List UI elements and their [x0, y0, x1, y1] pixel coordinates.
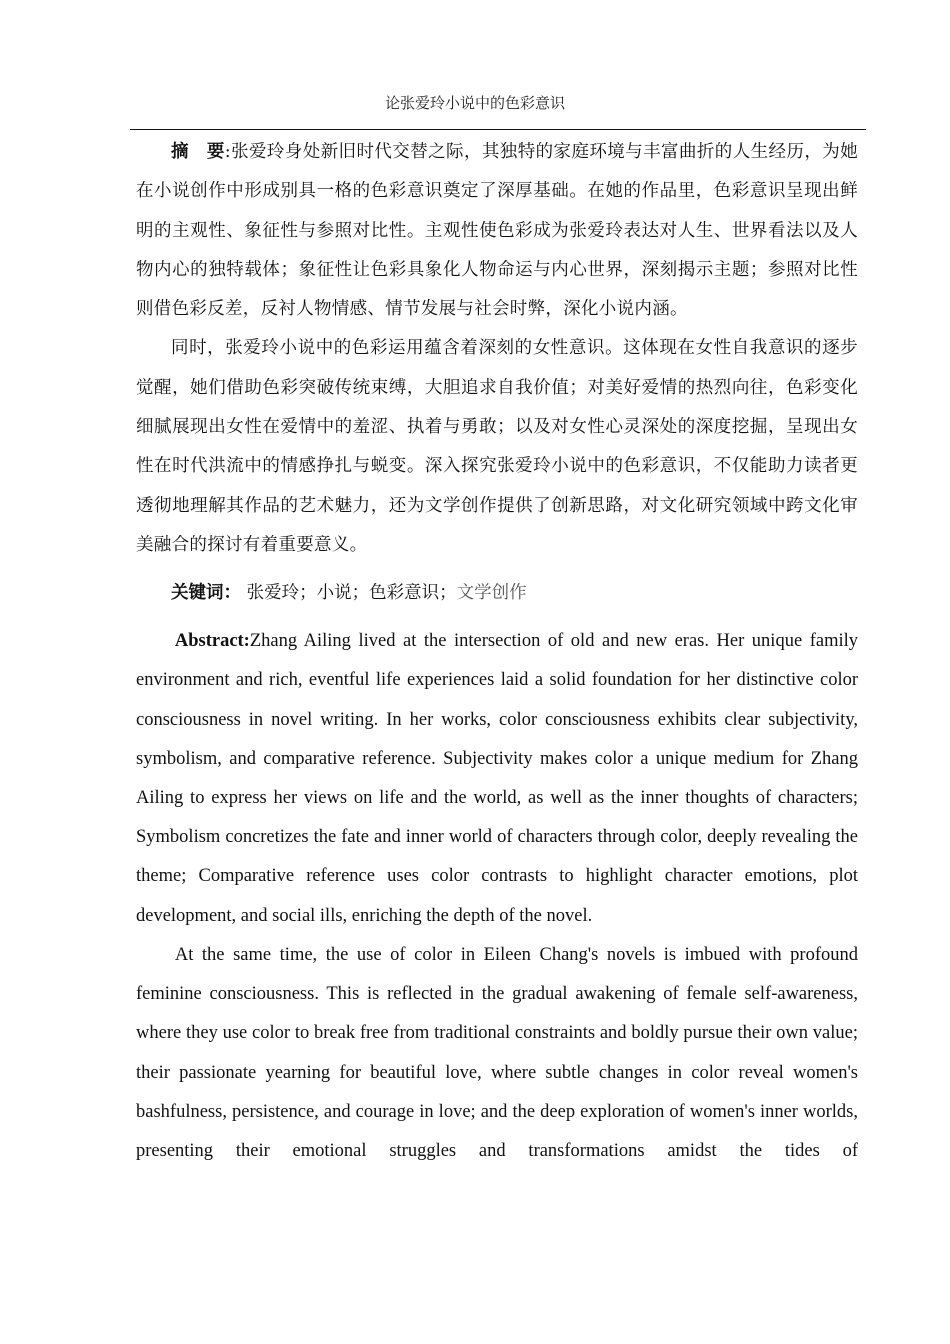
keyword-item: 张爱玲； [246, 583, 317, 604]
cn-abstract-text-1: 张爱玲身处新旧时代交替之际，其独特的家庭环境与丰富曲折的人生经历，为她在小说创作中形成别具一格的色彩意识奠定了深厚基础。在她的作品里，色彩意识呈现出鲜明的主观性、象征性与参照对比性。主观性使色彩成为张爱玲表达对人生、世界看法以及人物内心的独特载体；象征性让色彩具象化人物命运与内心世界，深刻揭示主题；参照对比性则借色彩反差，反衬人物情感、情节发展与社会时弊，深化小说内涵。 [136, 142, 858, 320]
cn-keywords [136, 579, 858, 607]
cn-abstract-text-2: 同时，张爱玲小说中的色彩运用蕴含着深刻的女性意识。这体现在女性自我意识的逐步觉醒，她们借助色彩突破传统束缚，大胆追求自我价值；对美好爱情的热烈向往，色彩变化细腻展现出女性在爱情中的羞涩、执着与勇敢；以及对女性心灵深处的深度挖掘，呈现出女性在时代洪流中的情感挣扎与蜕变。深入探究张爱玲小说中的色彩意识，不仅能助力读者更透彻地理解其作品的艺术魅力，还为文学创作提供了创新思路，对文化研究领域中跨文化审美融合的探讨有着重要意义。 [136, 338, 858, 555]
cn-abstract-separator: : [224, 142, 231, 162]
cn-abstract-paragraph-1 [136, 133, 858, 329]
en-abstract-text-1: Zhang Ailing lived at the intersection of old and new eras. Her unique family environment and rich, eventful life experiences laid a solid foundation for her distinctive color consciousness in novel writing. In her works, color consciousness exhibits clear subjectivity, symbolism, and comparative reference. Subjectivity makes color a unique medium for Zhang Ailing to express her views on life and the world, as well as the inner thoughts of characters; Symbolism concretizes the fate and inner world of characters through color, deeply revealing the theme; Comparative reference uses color contrasts to highlight character emotions, plot development, and social ills, enriching the depth of the novel. [136, 631, 858, 926]
keyword-item: 色彩意识； [369, 583, 457, 604]
cn-abstract-paragraph-2 [136, 329, 858, 565]
en-abstract [136, 622, 858, 1172]
cn-abstract-label: 摘 要 [171, 142, 225, 162]
en-abstract-text-2: At the same time, the use of color in Eileen Chang's novels is imbued with profound feminine consciousness. This is reflected in the gradual awakening of female self-awareness, where they use color to break free from traditional constraints and boldly pursue their own value; their passionate yearning for beautiful love, where subtle changes in color reveal women's bashfulness, persistence, and courage in love; and the deep exploration of women's inner worlds, presenting their emotional struggles and transformations amidst the tides of [136, 944, 858, 1161]
keyword-item: 文学创作 [456, 583, 527, 604]
header-divider [130, 129, 866, 130]
keyword-item: 小说； [316, 583, 370, 604]
page-header-title: 论张爱玲小说中的色彩意识 [384, 94, 565, 112]
document-body [136, 133, 858, 1172]
en-abstract-paragraph-2 [136, 936, 858, 1172]
en-abstract-label: Abstract: [174, 631, 250, 652]
cn-keywords-label: 关键词： [171, 583, 241, 604]
en-abstract-paragraph-1 [136, 622, 858, 936]
